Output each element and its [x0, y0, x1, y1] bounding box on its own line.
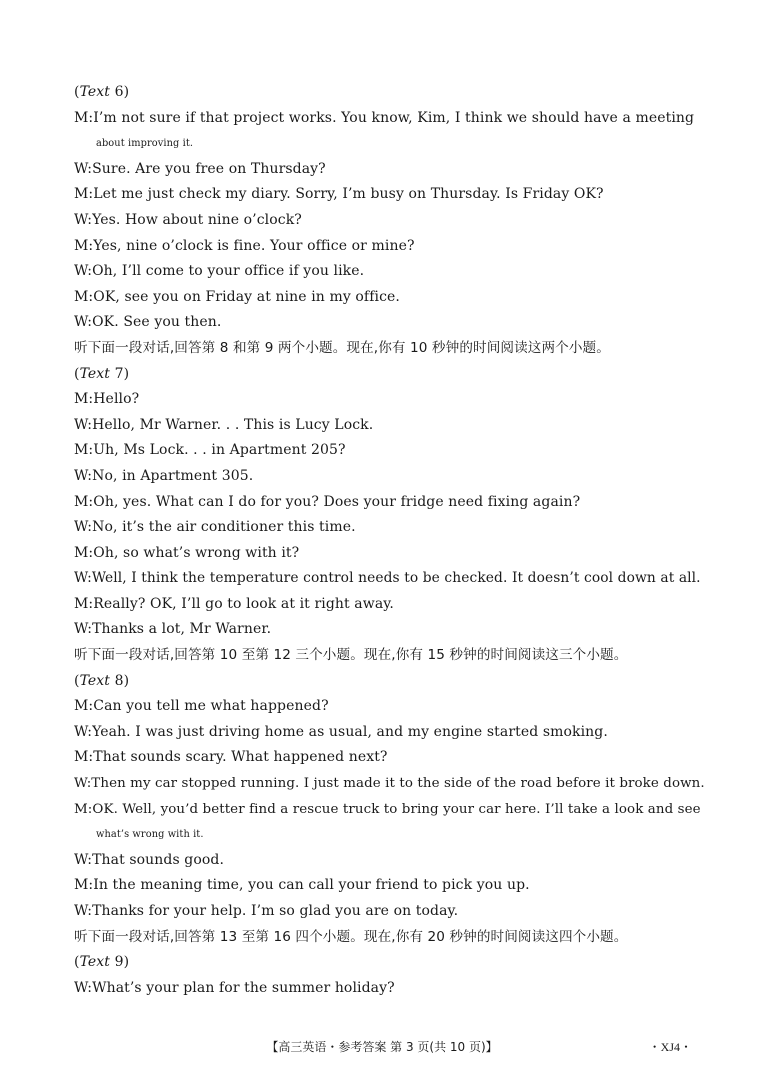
dialogue-line: W:Oh, I’ll come to your office if you like.: [74, 263, 365, 280]
dialogue-line: M:Uh, Ms Lock. . . in Apartment 205?: [74, 442, 346, 459]
text7-label: (Text 7): [74, 365, 130, 382]
dialogue-line: W:What’s your plan for the summer holiday?: [74, 979, 395, 996]
dialogue-line: W:OK. See you then.: [74, 314, 222, 331]
dialogue-line: M:Can you tell me what happened?: [74, 698, 329, 715]
document-body: [74, 80, 704, 1001]
footer-code: ・XJ4・: [648, 1040, 692, 1054]
dialogue-line: M:Hello?: [74, 391, 140, 408]
text8-label: (Text 8): [74, 672, 130, 689]
dialogue-line: W:Well, I think the temperature control needs to be checked. It doesn’t cool down at all.: [74, 570, 701, 587]
dialogue-line: W:Thanks a lot, Mr Warner.: [74, 621, 272, 638]
dialogue-line: M:Oh, yes. What can I do for you? Does your fridge need fixing again?: [74, 493, 581, 510]
page-footer: [0, 1036, 764, 1056]
text9-label: (Text 9): [74, 954, 130, 971]
dialogue-line: W:Thanks for your help. I’m so glad you are on today.: [74, 903, 459, 919]
dialogue-line: M:OK. Well, you’d better find a rescue truck to bring your car here. I’ll take a look and see: [74, 801, 701, 817]
dialogue-line: W:That sounds good.: [74, 851, 225, 868]
dialogue-line: W:Then my car stopped running. I just made it to the side of the road before it broke down.: [74, 776, 705, 792]
dialogue-line: W:No, in Apartment 305.: [74, 467, 254, 484]
dialogue-line: M:Yes, nine o’clock is fine. Your office or mine?: [74, 237, 415, 254]
dialogue-line: W:No, it’s the air conditioner this time.: [74, 519, 356, 536]
dialogue-line: M:Let me just check my diary. Sorry, I’m busy on Thursday. Is Friday OK?: [74, 186, 604, 203]
footer-page-info: 【高三英语・参考答案 第 3 页(共 10 页)】: [266, 1040, 498, 1054]
dialogue-line: M:In the meaning time, you can call your friend to pick you up.: [74, 877, 530, 894]
instruction-10-12: 听下面一段对话,回答第 10 至第 12 三个小题。现在,你有 15 秒钟的时间阅读这三个小题。: [74, 647, 628, 664]
dialogue-line: M:Really? OK, I’ll go to look at it right away.: [74, 595, 394, 612]
dialogue-line-continued: about improving it.: [96, 138, 194, 150]
dialogue-line: M:Oh, so what’s wrong with it?: [74, 544, 300, 561]
dialogue-line: W:Sure. Are you free on Thursday?: [74, 160, 326, 177]
dialogue-line: W:Yes. How about nine o’clock?: [74, 211, 302, 228]
instruction-8-9: 听下面一段对话,回答第 8 和第 9 两个小题。现在,你有 10 秒钟的时间阅读这两个小题。: [74, 339, 610, 356]
dialogue-line: W:Yeah. I was just driving home as usual, and my engine started smoking.: [74, 723, 608, 740]
dialogue-line: W:Hello, Mr Warner. . . This is Lucy Lock.: [74, 416, 374, 433]
text6-label: (Text 6): [74, 84, 130, 100]
dialogue-line: M:OK, see you on Friday at nine in my office.: [74, 288, 400, 305]
instruction-13-16: 听下面一段对话,回答第 13 至第 16 四个小题。现在,你有 20 秒钟的时间阅读这四个小题。: [74, 928, 628, 945]
dialogue-line: M:I’m not sure if that project works. You know, Kim, I think we should have a meeting: [74, 109, 695, 126]
dialogue-line: M:That sounds scary. What happened next?: [74, 749, 388, 766]
dialogue-line-continued: what’s wrong with it.: [96, 829, 204, 841]
